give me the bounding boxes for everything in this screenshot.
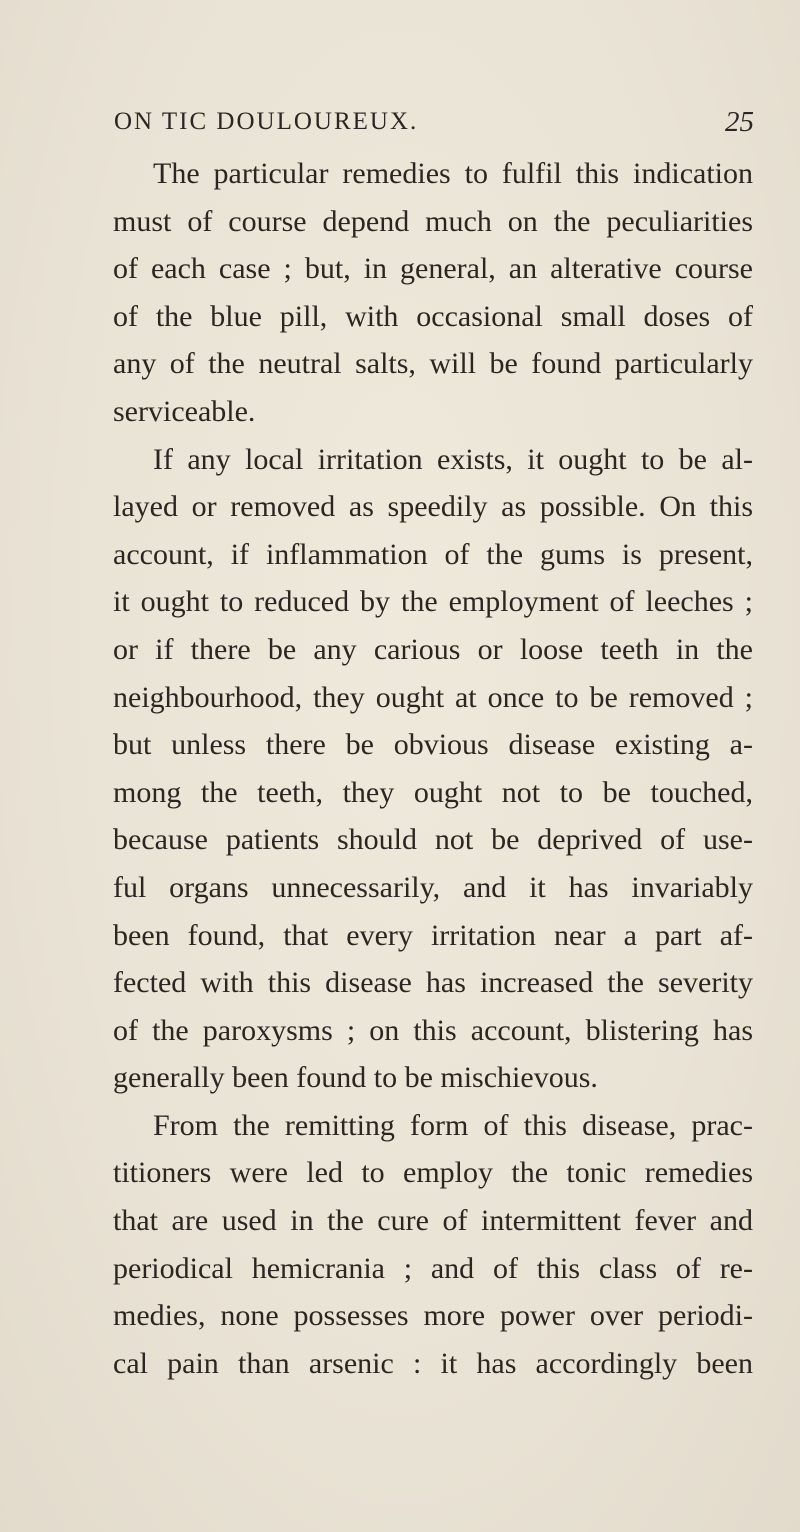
text-line: must of course depend much on the peculiarities xyxy=(113,204,753,238)
text-line: fected with this disease has increased the severity xyxy=(113,966,753,1000)
text-line: of the paroxysms ; on this account, blistering has xyxy=(113,1013,753,1047)
text-line: The particular remedies to fulfil this indication xyxy=(153,157,753,190)
text-line: that are used in the cure of intermittent fever and xyxy=(113,1204,753,1238)
text-line: neighbourhood, they ought at once to be removed ; xyxy=(113,680,753,714)
text-line: serviceable. xyxy=(113,394,256,428)
text-line: titioners were led to employ the tonic remedies xyxy=(113,1156,753,1190)
text-line: account, if inflammation of the gums is present, xyxy=(113,537,753,571)
text-line: If any local irritation exists, it ought to be al- xyxy=(153,442,753,476)
text-line: From the remitting form of this disease, prac- xyxy=(153,1108,753,1142)
page-number: 25 xyxy=(725,106,754,138)
text-line: been found, that every irritation near a part af- xyxy=(113,918,753,952)
page-header xyxy=(114,108,754,148)
text-line: because patients should not be deprived of use- xyxy=(113,823,753,857)
text-line: any of the neutral salts, will be found particularly xyxy=(113,347,753,381)
text-line: of each case ; but, in general, an alterative course xyxy=(113,252,753,286)
text-line: layed or removed as speedily as possible. On this xyxy=(113,490,753,524)
text-line: generally been found to be mischievous. xyxy=(113,1061,598,1095)
text-line: medies, none possesses more power over periodi- xyxy=(113,1299,753,1333)
body-text xyxy=(113,150,753,1387)
text-line: mong the teeth, they ought not to be touched, xyxy=(113,775,753,809)
running-title: ON TIC DOULOUREUX. xyxy=(114,108,419,135)
text-line: or if there be any carious or loose teeth in the xyxy=(113,632,753,666)
text-line: but unless there be obvious disease existing a- xyxy=(113,728,753,762)
text-line: ful organs unnecessarily, and it has invariably xyxy=(113,870,753,904)
text-line: periodical hemicrania ; and of this class of re- xyxy=(113,1251,753,1285)
text-line: cal pain than arsenic : it has accordingly been xyxy=(113,1346,753,1380)
text-line: it ought to reduced by the employment of leeches ; xyxy=(113,585,753,619)
text-line: of the blue pill, with occasional small doses of xyxy=(113,299,753,333)
